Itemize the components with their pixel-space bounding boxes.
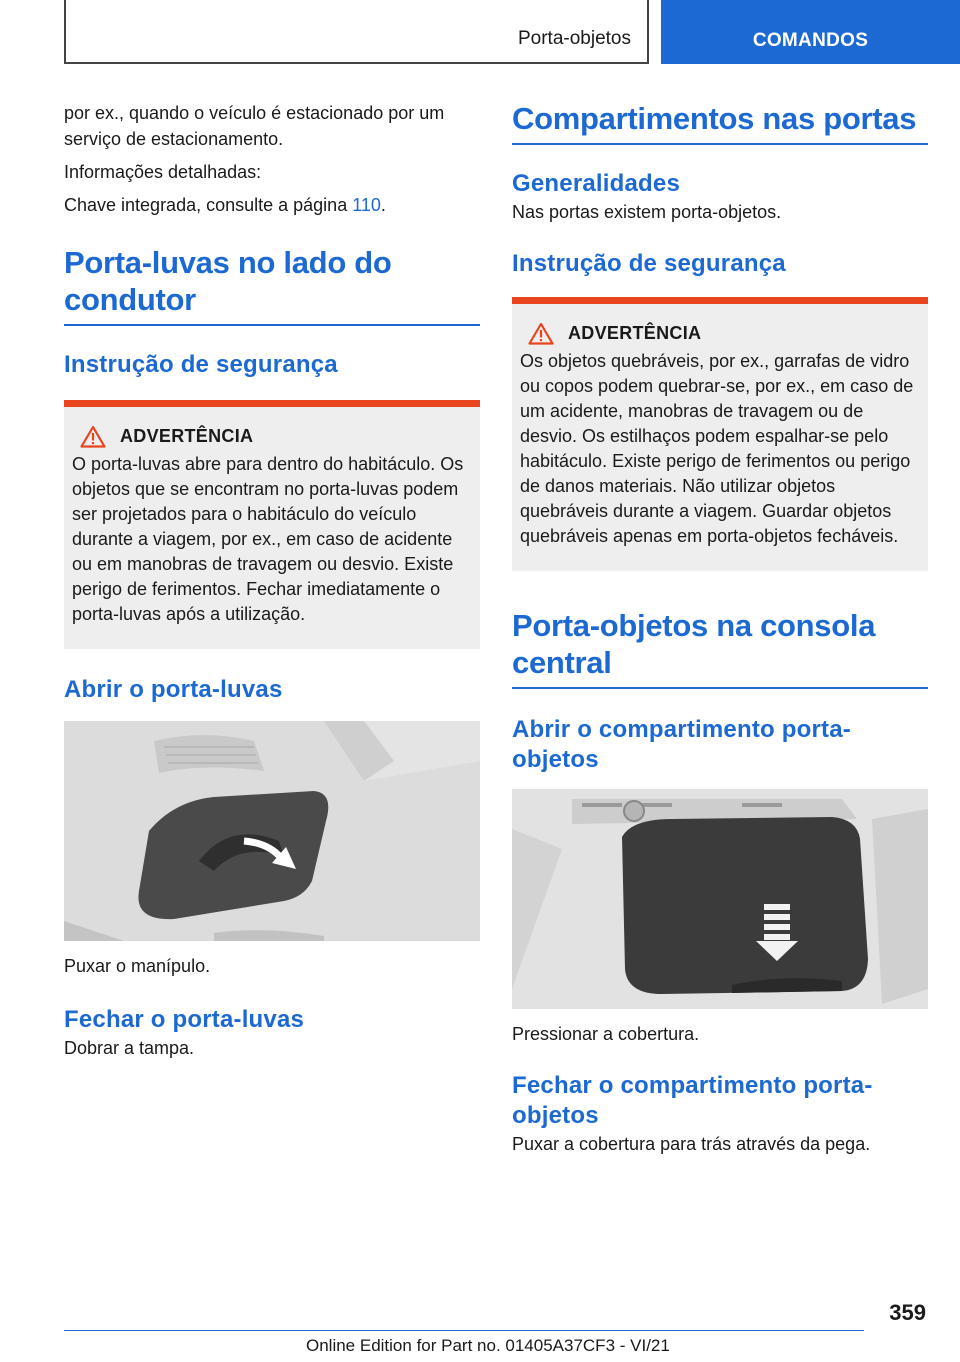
right-column (512, 100, 928, 1157)
heading-close-compartment: Fechar o compartimento porta-objetos (512, 1072, 873, 1129)
heading-door-compartments: Compartimentos nas portas (512, 100, 928, 145)
page-reference-link[interactable]: 110 (352, 195, 381, 215)
heading-general: Generalidades (512, 170, 681, 197)
info-label: Informações detalhadas: (64, 162, 262, 182)
glovebox-figure (64, 721, 480, 941)
intro-paragraph: por ex., quando o veículo é estacionado por um serviço de estacionamento. (64, 103, 445, 149)
footer-divider (64, 1330, 864, 1331)
warning-text: Os objetos quebráveis, por ex., garrafas de vidro ou copos podem quebrar-se, por ex., em caso de um acidente, manobras de travagem ou de desvio. Os estilhaços podem espalhar-se pelo habitáculo. Existe perigo de ferimentos ou perigo de danos materiais. Não utilizar objetos quebráveis durante a viagem. Guardar objetos quebráveis apenas em porta-objetos fecháveis. (520, 351, 914, 546)
warning-box-left (64, 400, 480, 649)
header-chapter-tab (661, 0, 960, 64)
console-figure (512, 789, 928, 1009)
warning-triangle-icon (80, 425, 106, 448)
heading-safety-left: Instrução de segurança (64, 351, 338, 378)
reference-text: Chave integrada, consulte a página (64, 195, 348, 215)
heading-safety-right: Instrução de segurança (512, 250, 786, 277)
warning-text: O porta-luvas abre para dentro do habitáculo. Os objetos que se encontram no porta-luvas podem ser projetados para o habitáculo do veículo durante a viagem, por ex., em caso de acidente ou em manobras de travagem ou desvio. Existe perigo de ferimentos. Fechar imediatamente o porta-luvas após a utilização. (72, 454, 464, 624)
left-column (64, 100, 480, 1061)
heading-center-console: Porta-objetos na consola central (512, 607, 928, 689)
reference-end: . (380, 195, 386, 215)
heading-close-glovebox: Fechar o porta-luvas (64, 1006, 305, 1033)
close-compartment-text: Puxar a cobertura para trás através da pega. (512, 1134, 871, 1154)
footer-edition: Online Edition for Part no. 01405A37CF3 - VI/21 (306, 1336, 670, 1355)
page-number: 359 (889, 1300, 926, 1325)
header-chapter-label: COMANDOS (752, 30, 869, 51)
warning-title: ADVERTÊNCIA (120, 426, 254, 446)
warning-title: ADVERTÊNCIA (568, 323, 702, 343)
warning-triangle-icon (528, 322, 554, 345)
heading-open-glovebox: Abrir o porta-luvas (64, 676, 283, 703)
close-glovebox-text: Dobrar a tampa. (64, 1038, 195, 1058)
general-text: Nas portas existem porta-objetos. (512, 202, 782, 222)
heading-open-compartment: Abrir o compartimento porta-objetos (512, 716, 851, 773)
heading-glovebox: Porta-luvas no lado do condutor (64, 244, 480, 326)
figure-caption-right: Pressionar a cobertura. (512, 1024, 700, 1044)
header-section-title: Porta-objetos (517, 28, 631, 49)
warning-box-right (512, 297, 928, 571)
header-section-box (64, 0, 649, 64)
reference-paragraph (64, 192, 480, 218)
figure-caption-left: Puxar o manípulo. (64, 956, 211, 976)
